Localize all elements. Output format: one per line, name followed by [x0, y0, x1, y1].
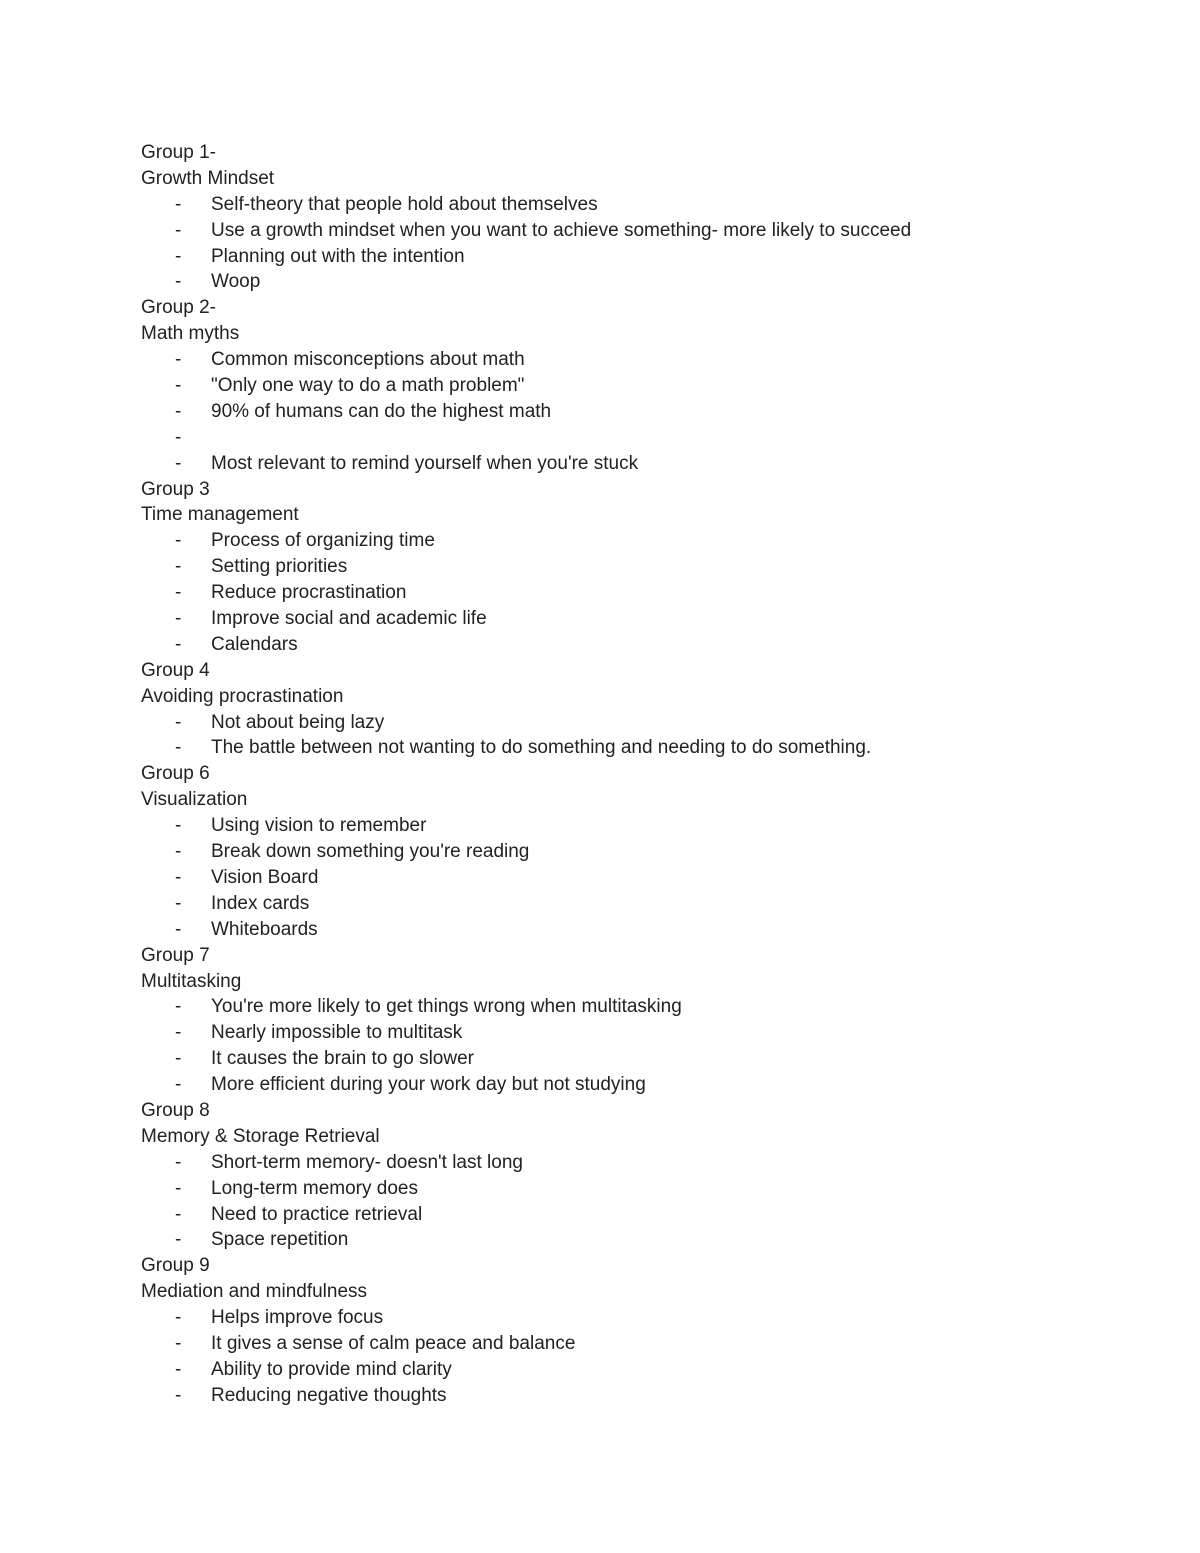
bullet-dash: -: [175, 1332, 182, 1354]
bullet-text: "Only one way to do a math problem": [211, 375, 525, 397]
section: [141, 477, 1121, 658]
bullet-text: Common misconceptions about math: [211, 349, 525, 371]
topic-title: Multitasking: [141, 970, 242, 992]
bullet-text: Ability to provide mind clarity: [211, 1358, 452, 1380]
section: [141, 1098, 1121, 1253]
topic-title: Visualization: [141, 789, 248, 811]
topic-title: Mediation and mindfulness: [141, 1281, 368, 1303]
list-item: [141, 735, 1121, 761]
bullet-list: [141, 1150, 1121, 1254]
bullet-dash: -: [175, 608, 182, 630]
bullet-text: It gives a sense of calm peace and balance: [211, 1332, 576, 1354]
bullet-text: Most relevant to remind yourself when you're stuck: [211, 452, 639, 474]
topic-title: Growth Mindset: [141, 167, 275, 189]
bullet-text: Whiteboards: [211, 918, 318, 940]
list-item: [141, 528, 1121, 554]
list-item: [141, 865, 1121, 891]
bullet-text: Improve social and academic life: [211, 608, 487, 630]
bullet-text: Break down something you're reading: [211, 841, 530, 863]
list-item: [141, 1331, 1121, 1357]
group-heading: Group 2-: [141, 297, 216, 319]
list-item: [141, 813, 1121, 839]
bullet-dash: -: [175, 426, 182, 448]
topic-title: Time management: [141, 504, 299, 526]
bullet-list: [141, 813, 1121, 942]
bullet-dash: -: [175, 349, 182, 371]
bullet-dash: -: [175, 1358, 182, 1380]
list-item: [141, 839, 1121, 865]
bullet-dash: -: [175, 737, 182, 759]
bullet-text: Setting priorities: [211, 556, 348, 578]
list-item: [141, 347, 1121, 373]
bullet-dash: -: [175, 1151, 182, 1173]
list-item: [141, 1357, 1121, 1383]
group-heading: Group 1-: [141, 142, 216, 163]
list-item: [141, 244, 1121, 270]
group-heading: Group 3: [141, 478, 210, 500]
list-item: [141, 1383, 1121, 1409]
bullet-text: You're more likely to get things wrong when multitasking: [211, 996, 682, 1018]
bullet-dash: -: [175, 1048, 182, 1070]
bullet-text: Reduce procrastination: [211, 582, 407, 604]
list-item: [141, 218, 1121, 244]
list-item: [141, 1020, 1121, 1046]
section: [141, 295, 1121, 476]
section: [141, 140, 1121, 295]
section: [141, 761, 1121, 942]
bullet-dash: -: [175, 452, 182, 474]
bullet-text: It causes the brain to go slower: [211, 1048, 474, 1070]
list-item: [141, 1176, 1121, 1202]
bullet-text: Calendars: [211, 633, 298, 655]
bullet-dash: -: [175, 841, 182, 863]
bullet-list: [141, 192, 1121, 296]
bullet-dash: -: [175, 1022, 182, 1044]
bullet-text: Planning out with the intention: [211, 245, 465, 267]
group-heading: Group 9: [141, 1255, 210, 1277]
topic-title: Avoiding procrastination: [141, 685, 344, 707]
list-item: [141, 192, 1121, 218]
document-body: [141, 140, 1121, 1409]
list-item: [141, 554, 1121, 580]
bullet-list: [141, 1305, 1121, 1409]
bullet-text: Process of organizing time: [211, 530, 435, 552]
list-item: [141, 606, 1121, 632]
bullet-dash: -: [175, 1229, 182, 1251]
group-heading: Group 7: [141, 944, 210, 966]
bullet-text: Need to practice retrieval: [211, 1203, 423, 1225]
list-item: [141, 580, 1121, 606]
bullet-list: [141, 347, 1121, 476]
bullet-text: Vision Board: [211, 866, 319, 888]
list-item: [141, 891, 1121, 917]
bullet-dash: -: [175, 996, 182, 1018]
bullet-text: Reducing negative thoughts: [211, 1384, 447, 1406]
group-heading: Group 6: [141, 763, 210, 785]
topic-title: Math myths: [141, 323, 240, 345]
list-item: [141, 710, 1121, 736]
list-item: [141, 1305, 1121, 1331]
list-item: [141, 1072, 1121, 1098]
group-heading: Group 4: [141, 659, 210, 681]
bullet-text: Using vision to remember: [211, 815, 427, 837]
bullet-text: Nearly impossible to multitask: [211, 1022, 463, 1044]
bullet-list: [141, 710, 1121, 762]
bullet-text: Not about being lazy: [211, 711, 385, 733]
bullet-dash: -: [175, 1203, 182, 1225]
list-item: [141, 269, 1121, 295]
section: [141, 943, 1121, 1098]
bullet-dash: -: [175, 633, 182, 655]
bullet-text: Helps improve focus: [211, 1307, 384, 1329]
bullet-dash: -: [175, 375, 182, 397]
bullet-dash: -: [175, 219, 182, 241]
group-heading: Group 8: [141, 1099, 210, 1121]
bullet-dash: -: [175, 918, 182, 940]
list-item: [141, 1150, 1121, 1176]
list-item: [141, 373, 1121, 399]
bullet-list: [141, 994, 1121, 1098]
list-item: [141, 1227, 1121, 1253]
bullet-text: Index cards: [211, 892, 310, 914]
bullet-text: Use a growth mindset when you want to achieve something- more likely to succeed: [211, 219, 912, 241]
bullet-text: Space repetition: [211, 1229, 349, 1251]
bullet-text: Self-theory that people hold about themselves: [211, 193, 598, 215]
bullet-dash: -: [175, 1074, 182, 1096]
bullet-text: Short-term memory- doesn't last long: [211, 1151, 523, 1173]
section: [141, 658, 1121, 762]
bullet-text: The battle between not wanting to do something and needing to do something.: [211, 737, 872, 759]
topic-title: Memory & Storage Retrieval: [141, 1125, 380, 1147]
bullet-dash: -: [175, 892, 182, 914]
bullet-dash: -: [175, 245, 182, 267]
list-item: [141, 994, 1121, 1020]
bullet-text: Long-term memory does: [211, 1177, 418, 1199]
bullet-text: 90% of humans can do the highest math: [211, 400, 552, 422]
bullet-dash: -: [175, 1307, 182, 1329]
bullet-dash: -: [175, 556, 182, 578]
list-item: [141, 425, 1121, 451]
bullet-dash: -: [175, 271, 182, 293]
list-item: [141, 451, 1121, 477]
bullet-dash: -: [175, 1384, 182, 1406]
bullet-dash: -: [175, 193, 182, 215]
list-item: [141, 1046, 1121, 1072]
list-item: [141, 917, 1121, 943]
bullet-text: More efficient during your work day but not studying: [211, 1074, 646, 1096]
list-item: [141, 399, 1121, 425]
list-item: [141, 1202, 1121, 1228]
bullet-dash: -: [175, 530, 182, 552]
bullet-dash: -: [175, 582, 182, 604]
section: [141, 1253, 1121, 1408]
bullet-dash: -: [175, 400, 182, 422]
bullet-dash: -: [175, 866, 182, 888]
bullet-dash: -: [175, 711, 182, 733]
bullet-text: Woop: [211, 271, 261, 293]
list-item: [141, 632, 1121, 658]
bullet-list: [141, 528, 1121, 657]
bullet-dash: -: [175, 815, 182, 837]
bullet-dash: -: [175, 1177, 182, 1199]
